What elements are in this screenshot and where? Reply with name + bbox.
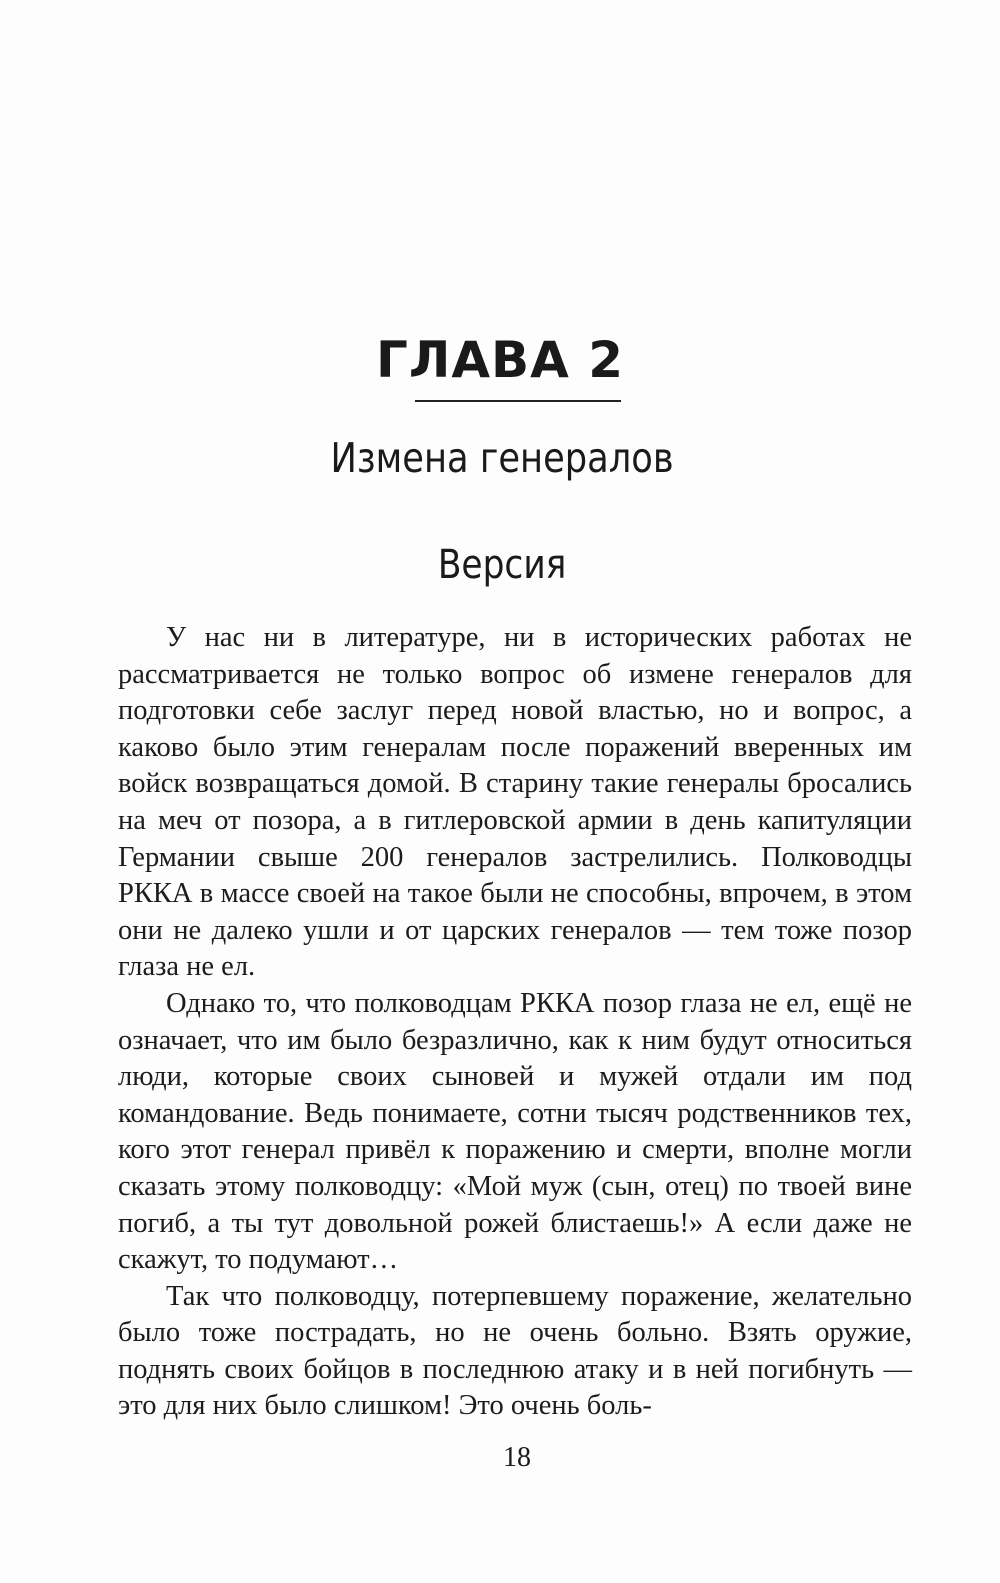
chapter-divider [415,400,621,402]
section-title: Версия [437,542,567,588]
paragraph: Так что полководцу, потерпевшему поражение, желательно было тоже пострадать, но не очень больно. Взять оружие, поднять своих бойцов в последнюю атаку и в ней погибнуть — это для них было слишком! Это очень боль- [118,1280,912,1422]
chapter-label: ГЛАВА 2 [375,331,625,389]
body-text [118,620,912,1425]
page-number: 18 [503,1442,531,1473]
chapter-title: Измена генералов [330,434,674,482]
paragraph: Однако то, что полководцам РККА позор глаза не ел, ещё не означает, что им было безразлично, как к ним будут относиться люди, которые своих сыновей и мужей отдали им под командование. Ведь понимаете, сотни тысяч родственников тех, кого этот генерал привёл к поражению и смерти, вполне могли сказать этому полководцу: «Мой муж (сын, отец) по твоей вине погиб, а ты тут довольной рожей блистаешь!» А если даже не скажут, то подумают… [118,987,912,1276]
paragraph: У нас ни в литературе, ни в исторических работах не рассматривается не только вопрос об измене генералов для подготовки себе заслуг перед новой властью, но и вопрос, а каково было этим генералам после поражений вверенных им войск возвращаться домой. В старину такие генералы бросались на меч от позора, а в гитлеровской армии в день капитуляции Германии свыше 200 генералов застрелились. Полководцы РККА в массе своей на такое были не способны, впрочем, в этом они не далеко ушли и от царских генералов — тем тоже позор глаза не ел. [118,622,912,983]
